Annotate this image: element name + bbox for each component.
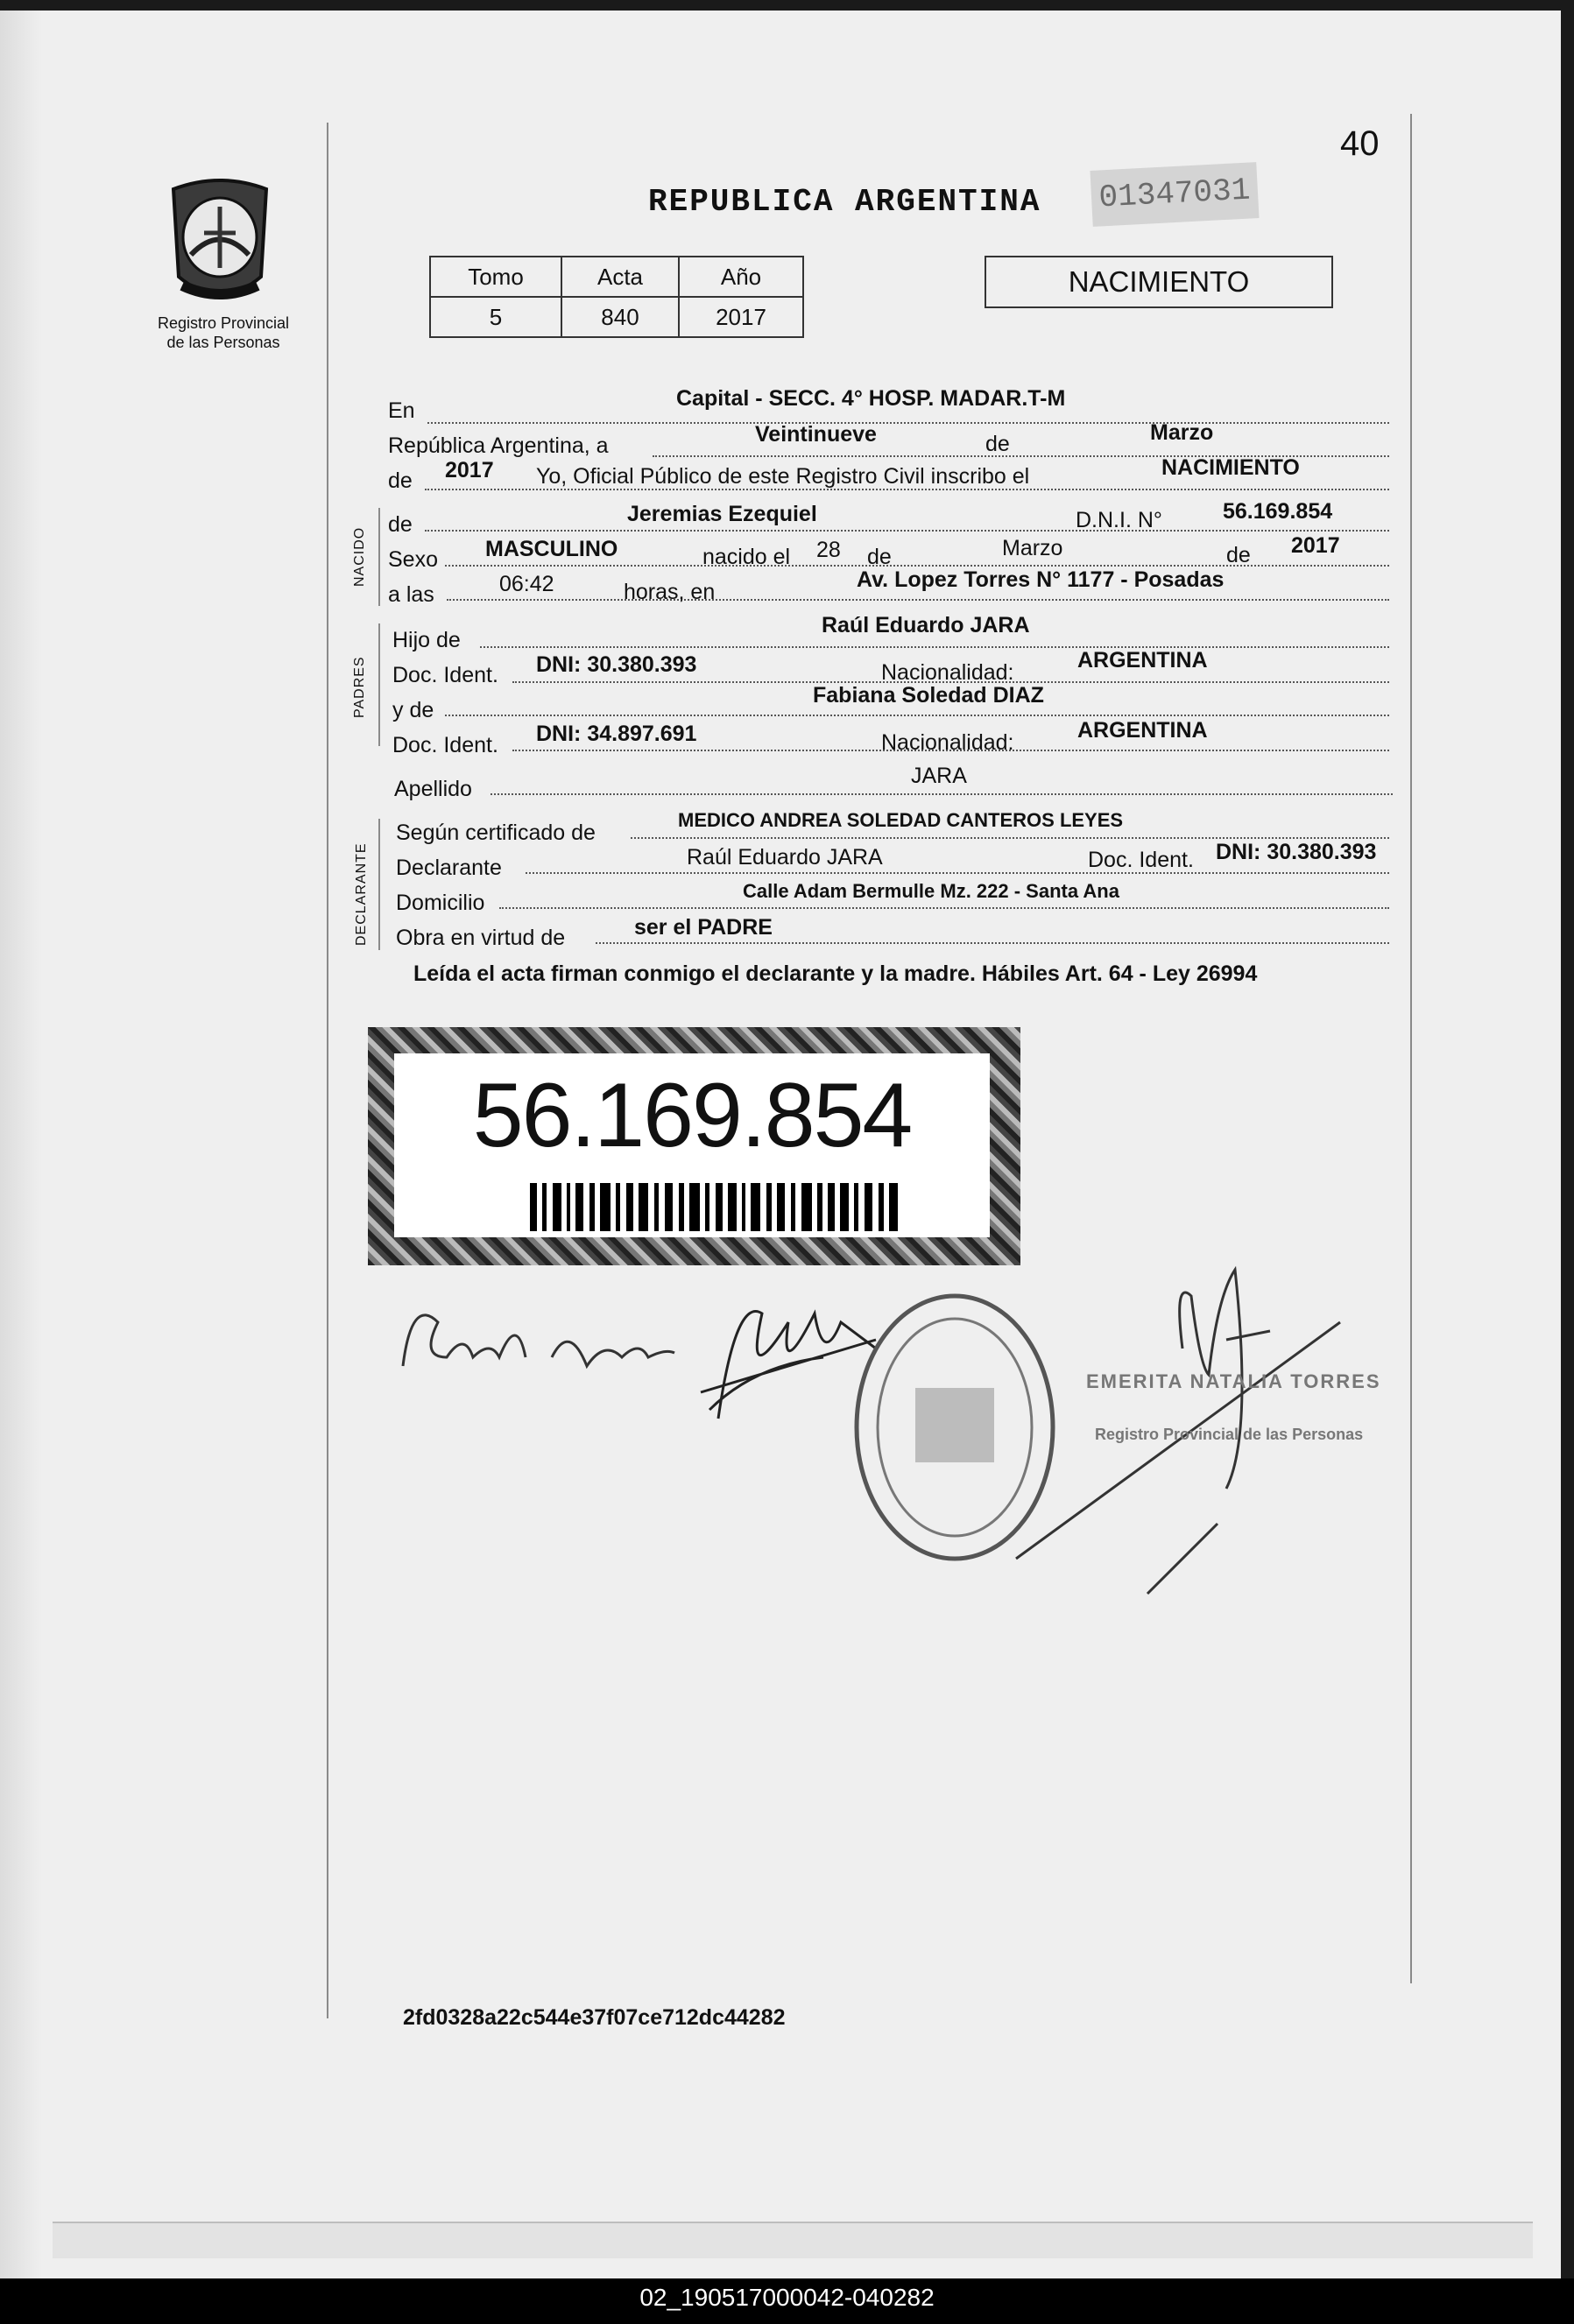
label-declarante: Declarante [396,856,502,880]
handwritten-signature-mother [701,1312,876,1419]
dotted-line [499,907,1389,909]
label-y-de: y de [392,698,434,722]
label-birth-de2: de [1226,543,1251,567]
dotted-line [491,793,1393,795]
label-name-de: de [388,512,413,537]
declarant-doc: DNI: 30.380.393 [1216,840,1377,864]
label-sexo: Sexo [388,547,438,572]
dni-sticker-label [394,1053,990,1237]
barcode-icon [530,1183,898,1231]
surname: JARA [911,764,967,788]
label-de: de [985,432,1010,456]
label-father-doc: Doc. Ident. [392,663,498,687]
registry-label-line2: de las Personas [166,334,280,351]
dotted-line [480,646,1389,648]
dotted-line [526,872,1389,874]
bracket-padres [378,623,380,746]
birth-year: 2017 [1291,533,1340,558]
label-father-nationality: Nacionalidad: [881,660,1014,685]
label-declarant-doc: Doc. Ident. [1088,848,1194,872]
label-dni: D.N.I. N° [1076,508,1162,532]
dotted-line [596,942,1389,944]
dotted-line [425,530,1389,532]
footer-id: 02_190517000042-040282 [639,2284,935,2311]
closing-note: Leída el acta firman conmigo el declarante y la madre. Hábiles Art. 64 - Ley 26994 [413,961,1258,986]
bracket-declarante [378,819,380,950]
label-republica: República Argentina, a [388,433,609,458]
mother-nationality: ARGENTINA [1077,718,1208,743]
sheet-bottom-edge [53,2222,1533,2258]
mother-name: Fabiana Soledad DIAZ [813,683,1044,708]
birth-time: 06:42 [499,572,554,596]
serial-stamp: 01347031 [1090,162,1259,227]
place: Capital - SECC. 4° HOSP. MADAR.T-M [676,386,1066,411]
label-de-year: de [388,468,413,493]
label-obra: Obra en virtud de [396,926,566,950]
label-en: En [388,398,415,423]
child-dni: 56.169.854 [1223,499,1333,524]
registered-act: NACIMIENTO [1161,455,1300,480]
registry-label-line1: Registro Provincial [157,314,290,332]
officer-text: Yo, Oficial Público de este Registro Civil inscribo el [536,464,1030,489]
dotted-line [425,489,1389,490]
certificate: MEDICO ANDREA SOLEDAD CANTEROS LEYES [678,809,1124,831]
year: 2017 [445,458,494,482]
label-nacido-el: nacido el [702,545,791,569]
child-name: Jeremias Ezequiel [627,502,817,526]
mother-doc: DNI: 34.897.691 [536,722,697,746]
label-domicilio: Domicilio [396,891,485,915]
label-birth-de: de [867,545,892,569]
sex: MASCULINO [485,537,618,561]
header-ano: Año [679,257,803,297]
dotted-line [445,715,1389,716]
bracket-nacido [378,508,380,606]
page-number: 40 [1340,124,1380,163]
book-reference-table [429,256,804,338]
label-hijo-de: Hijo de [392,628,461,652]
label-apellido: Apellido [394,777,472,801]
registry-stamp-icon [857,1296,1053,1559]
label-mother-doc: Doc. Ident. [392,733,498,757]
value-acta: 840 [561,297,679,337]
book-table-header-row [430,257,803,297]
header-acta: Acta [561,257,679,297]
side-label-nacido: NACIDO [352,526,367,587]
side-label-padres: PADRES [352,656,367,718]
label-a-las: a las [388,582,434,607]
province-emblem-icon [156,172,284,312]
label-mother-nationality: Nacionalidad: [881,730,1014,755]
dni-sticker-number: 56.169.854 [472,1065,912,1166]
father-doc: DNI: 30.380.393 [536,652,697,677]
country-title: REPUBLICA ARGENTINA [648,184,1041,220]
handwritten-signature-declarant [403,1315,674,1366]
official-office: Registro Provincial de las Personas [1095,1426,1364,1443]
father-nationality: ARGENTINA [1077,648,1208,673]
label-certificado: Según certificado de [396,820,596,845]
declarant: Raúl Eduardo JARA [687,845,883,870]
dni-sticker [368,1027,1020,1265]
registry-label [123,313,324,352]
value-tomo: 5 [430,297,561,337]
address: Calle Adam Bermulle Mz. 222 - Santa Ana [743,880,1119,902]
month: Marzo [1150,420,1214,445]
side-label-declarante: DECLARANTE [354,842,369,946]
right-margin-line [1410,114,1412,1983]
official-name: EMERITA NATALIA TORRES [1086,1370,1381,1392]
left-margin-line [327,123,328,2018]
birth-month: Marzo [1002,536,1063,560]
label-horas: horas, en [624,580,716,604]
value-ano: 2017 [679,297,803,337]
document-hash: 2fd0328a22c544e37f07ce712dc44282 [403,2005,786,2030]
obra: ser el PADRE [634,915,773,940]
birth-day: 28 [816,538,841,562]
header-tomo: Tomo [430,257,561,297]
father-name: Raúl Eduardo JARA [822,613,1030,637]
dotted-line [631,837,1389,839]
dotted-line [447,599,1389,601]
day-words: Veintinueve [755,422,877,447]
book-table-value-row [430,297,803,337]
birth-place: Av. Lopez Torres N° 1177 - Posadas [857,567,1225,592]
dotted-line [427,422,1389,424]
act-type-box: NACIMIENTO [985,256,1333,308]
